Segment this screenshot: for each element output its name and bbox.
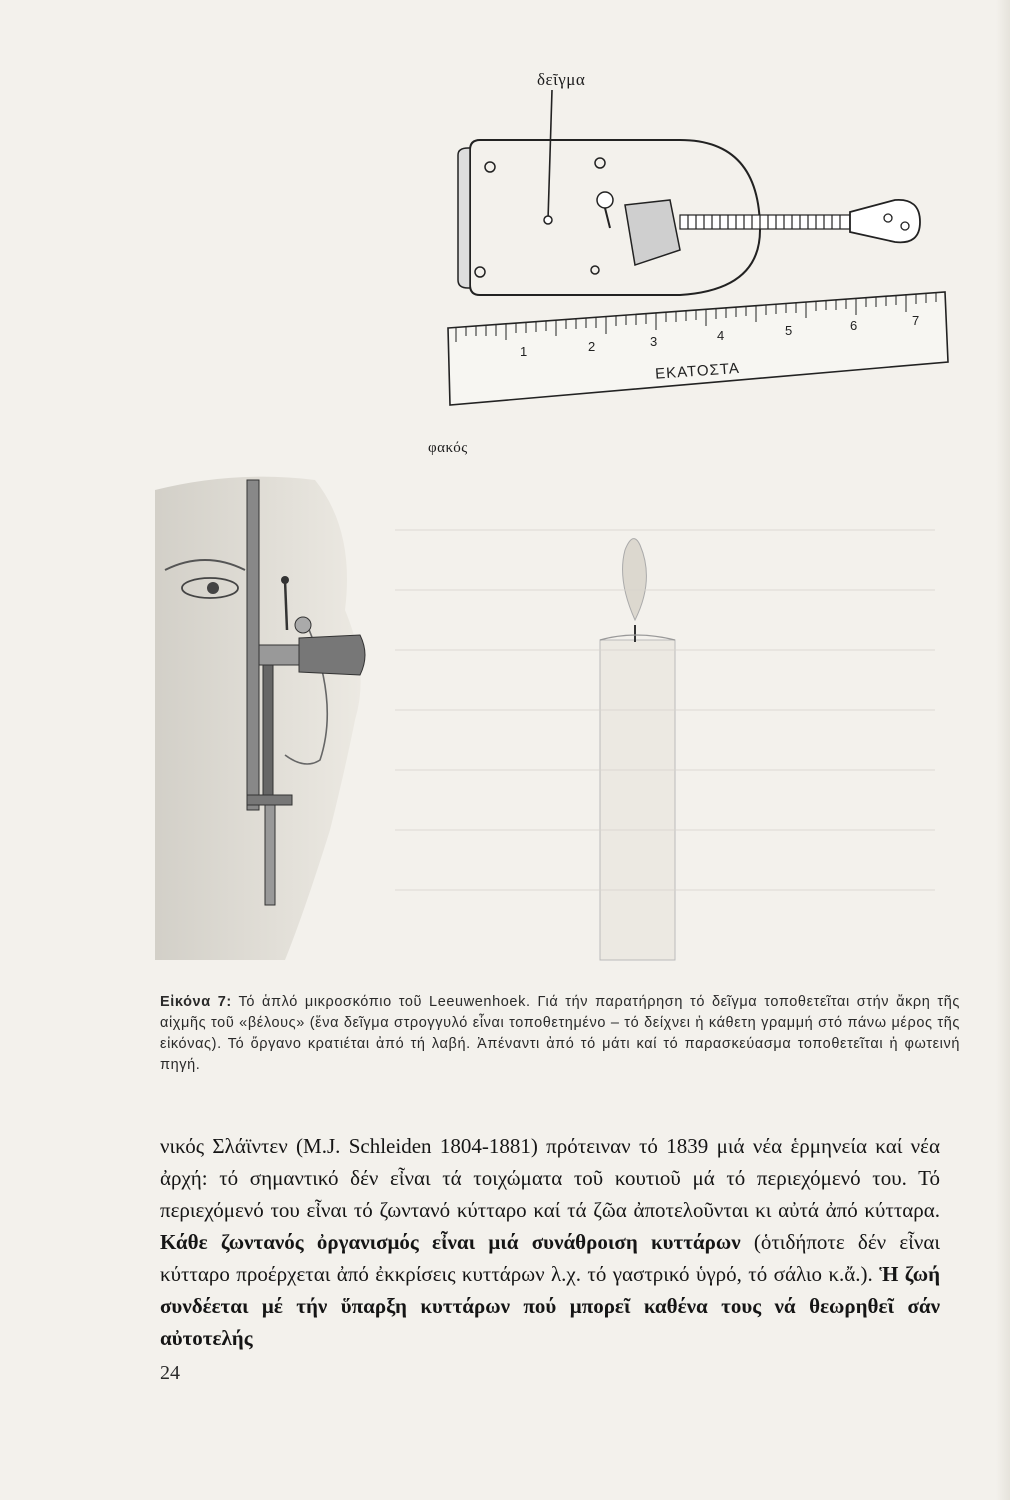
body-text-part: (ὁτιδήποτε δέν εἶναι κύτταρο προέρχεται ἀπό ἐκκρίσεις κυττάρων λ.χ. τό γαστρικό ὑγρό, τό σάλιο κ.ἄ.). — [160, 1230, 940, 1286]
lens-label: φακός — [428, 440, 468, 456]
figure-caption — [160, 992, 960, 1076]
microscope-plate-figure — [428, 60, 960, 456]
caption-label: Εἰκόνα 7: — [160, 994, 232, 1010]
ruler-number: 4 — [717, 328, 725, 343]
ruler-number: 6 — [850, 318, 858, 333]
ruler-number: 7 — [912, 313, 920, 328]
sample-label: δεῖγμα — [537, 70, 586, 89]
ruler-number: 5 — [785, 323, 793, 338]
observation-illustration — [155, 470, 955, 970]
ruler-number: 1 — [520, 344, 528, 359]
body-bold-statement: Κάθε ζωντανός ὀργανισμός εἶναι μιά συνάθροιση κυττάρων — [160, 1230, 741, 1254]
face-microscope-candle-drawing — [155, 470, 955, 970]
body-text-part: νικός Σλάϊντεν (M.J. Schleiden 1804-1881) πρότειναν τό 1839 μιά νέα ἑρμηνεία καί νέα ἀρχή: τό σημαντικό δέν εἶναι τά τοιχώματα τοῦ κουτιοῦ μά τό περιεχόμενό του. Τό περιεχόμενό του εἶναι τό ζωντανό κύτταρο καί τά ζῶα ἀποτελοῦνται κι αὐτά ἀπό κύτταρα. — [160, 1134, 940, 1222]
ruler-number: 2 — [588, 339, 596, 354]
microscope-plate-drawing — [440, 60, 960, 420]
page-edge — [996, 0, 1010, 1500]
caption-text: Τό ἁπλό μικροσκόπιο τοῦ Leeuwenhoek. Γιά τήν παρατήρηση τό δεῖγμα τοποθετεῖται στήν ἄκρη τῆς αἰχμῆς τοῦ «βέλους» (ἕνα δεῖγμα στρογγυλό εἶναι τοποθετημένο – τό δείχνει ἡ κάθετη γραμμή στό πάνω μέρος τῆς εἰκόνας). Τό ὄργανο κρατιέται ἀπό τή λαβή. Ἀπέναντι ἀπό τό μάτι καί τό παρασκεύασμα τοποθετεῖται ἡ φωτεινή πηγή. — [160, 994, 960, 1073]
ruler-caption: ΕΚΑΤΟΣΤΑ — [654, 359, 741, 383]
ruler-number: 3 — [650, 334, 658, 349]
body-paragraph — [160, 1130, 940, 1354]
page-number: 24 — [160, 1362, 180, 1384]
body-bold-statement: Ἡ ζωή συνδέεται μέ τήν ὕπαρξη κυττάρων πού μπορεῖ καθένα τους νά θεωρηθεῖ σάν αὐτοτελής — [160, 1262, 941, 1350]
